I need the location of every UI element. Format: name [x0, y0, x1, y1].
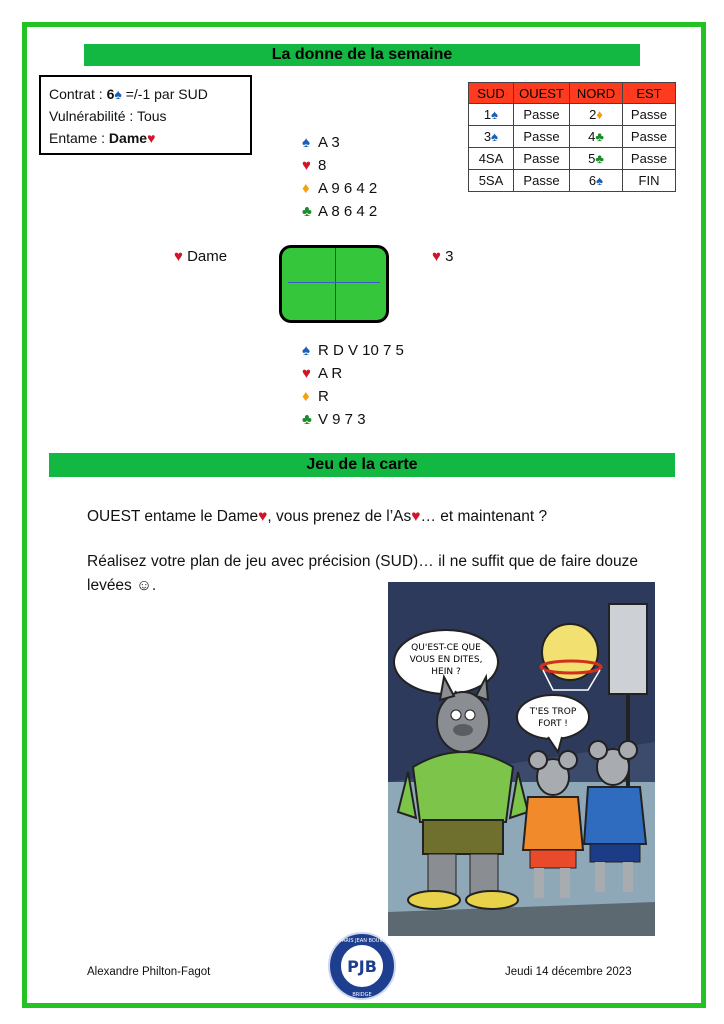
- bidding-row: [469, 104, 676, 126]
- club-icon: ♣: [595, 151, 604, 166]
- south-hand: [302, 339, 404, 431]
- bid-cell: [570, 170, 623, 192]
- table-divider: [335, 248, 336, 320]
- bid-text: 3: [483, 129, 492, 144]
- bubble-text: HEIN ?: [431, 667, 461, 677]
- heart-icon: ♥: [258, 508, 268, 525]
- section-title: Jeu de la carte: [49, 453, 675, 477]
- club-icon: ♣: [302, 411, 312, 428]
- bidding-table: [468, 82, 676, 192]
- bid-cell: [570, 104, 623, 126]
- south-diamonds: [302, 385, 404, 408]
- vulnerability-line: Vulnérabilité : Tous: [49, 108, 167, 124]
- card-list: 8: [318, 157, 327, 174]
- bid-cell: [469, 126, 514, 148]
- page-title: La donne de la semaine: [84, 44, 640, 66]
- south-hearts: [302, 362, 404, 385]
- lead-card: Dame: [108, 130, 148, 146]
- card-list: R D V 10 7 5: [318, 342, 404, 359]
- author-name: Alexandre Philton-Fagot: [87, 966, 211, 978]
- spade-icon: ♠: [596, 173, 604, 188]
- bid-text: 2: [589, 107, 597, 122]
- card-list: A R: [318, 365, 343, 382]
- bubble-text: T'ES TROP: [529, 707, 577, 717]
- bid-cell: FIN: [623, 170, 676, 192]
- north-hand: [302, 131, 377, 223]
- card-list: V 9 7 3: [318, 411, 366, 428]
- bubble-text: VOUS EN DITES,: [409, 655, 483, 665]
- south-clubs: [302, 408, 404, 431]
- logo-text: PJB: [347, 957, 377, 976]
- card-list: A 3: [318, 134, 340, 151]
- east-card: [432, 248, 453, 265]
- paragraph-lead: [87, 505, 547, 529]
- contract-level: 6: [106, 86, 115, 102]
- card-list: Dame: [187, 248, 228, 265]
- bid-text: 5: [588, 151, 596, 166]
- heart-icon: ♥: [411, 508, 421, 525]
- card-list: R: [318, 388, 329, 405]
- spade-icon: ♠: [302, 134, 310, 151]
- cartoon-illustration: [388, 582, 655, 936]
- bid-cell: Passe: [514, 104, 570, 126]
- table-divider: [288, 282, 380, 283]
- bid-cell: Passe: [623, 126, 676, 148]
- paragraph-task: Réalisez votre plan de jeu avec précision (SUD)… il ne suffit que de faire douze levées ☺.: [87, 553, 638, 594]
- spade-icon: ♠: [491, 107, 499, 122]
- text-run: … et maintenant ?: [420, 508, 548, 525]
- heart-icon: ♥: [302, 157, 311, 174]
- bid-cell: [469, 104, 514, 126]
- north-diamonds: [302, 177, 377, 200]
- card-list: A 9 6 4 2: [318, 180, 378, 197]
- bid-text: 1: [483, 107, 492, 122]
- bidding-row: [469, 126, 676, 148]
- bid-cell: 4SA: [469, 148, 514, 170]
- card-list: A 8 6 4 2: [318, 203, 378, 220]
- bid-text: 6: [588, 173, 597, 188]
- heart-icon: ♥: [432, 248, 441, 265]
- spade-icon: ♠: [491, 129, 499, 144]
- bid-cell: [570, 126, 623, 148]
- bidding-row: [469, 148, 676, 170]
- north-spades: [302, 131, 377, 154]
- logo-ring-text: BRIDGE: [352, 992, 372, 998]
- bidding-header: SUD: [469, 83, 514, 104]
- spade-icon: ♠: [302, 342, 310, 359]
- north-hearts: [302, 154, 377, 177]
- lead-label: Entame :: [49, 130, 109, 146]
- diamond-icon: ♦: [302, 388, 310, 405]
- heart-icon: ♥: [147, 130, 156, 146]
- bidding-header-row: [469, 83, 676, 104]
- bridge-table-diagram: [279, 245, 389, 323]
- contract-label: Contrat :: [49, 86, 107, 102]
- bid-cell: Passe: [514, 148, 570, 170]
- contract-rest: =/-1 par SUD: [121, 86, 208, 102]
- bidding-header: NORD: [570, 83, 623, 104]
- diamond-icon: ♦: [302, 180, 310, 197]
- bid-cell: [570, 148, 623, 170]
- club-icon: ♣: [302, 203, 312, 220]
- heart-icon: ♥: [302, 365, 311, 382]
- logo-ring-text: PARIS JEAN BOUIN: [339, 938, 385, 944]
- south-spades: [302, 339, 404, 362]
- bid-cell: Passe: [514, 126, 570, 148]
- text-run: , vous prenez de l’As: [267, 508, 412, 525]
- contract-line: [49, 83, 242, 105]
- bidding-row: [469, 170, 676, 192]
- bid-text: 4: [588, 129, 596, 144]
- contract-box: [39, 75, 252, 155]
- bid-cell: Passe: [623, 148, 676, 170]
- text-run: OUEST entame le Dame: [87, 508, 259, 525]
- west-card: [174, 248, 227, 265]
- bidding-header: EST: [623, 83, 676, 104]
- bubble-text: FORT !: [538, 719, 568, 729]
- north-clubs: [302, 200, 377, 223]
- diamond-icon: ♦: [596, 107, 603, 122]
- card-list: 3: [445, 248, 454, 265]
- bid-cell: Passe: [623, 104, 676, 126]
- club-logo: [327, 931, 397, 1001]
- document-date: Jeudi 14 décembre 2023: [505, 966, 632, 978]
- bid-cell: Passe: [514, 170, 570, 192]
- heart-icon: ♥: [174, 248, 183, 265]
- club-icon: ♣: [595, 129, 604, 144]
- bidding-header: OUEST: [514, 83, 570, 104]
- bid-cell: 5SA: [469, 170, 514, 192]
- spade-icon: ♠: [114, 86, 122, 102]
- lead-line: [49, 127, 242, 149]
- bubble-text: QU'EST-CE QUE: [411, 643, 481, 653]
